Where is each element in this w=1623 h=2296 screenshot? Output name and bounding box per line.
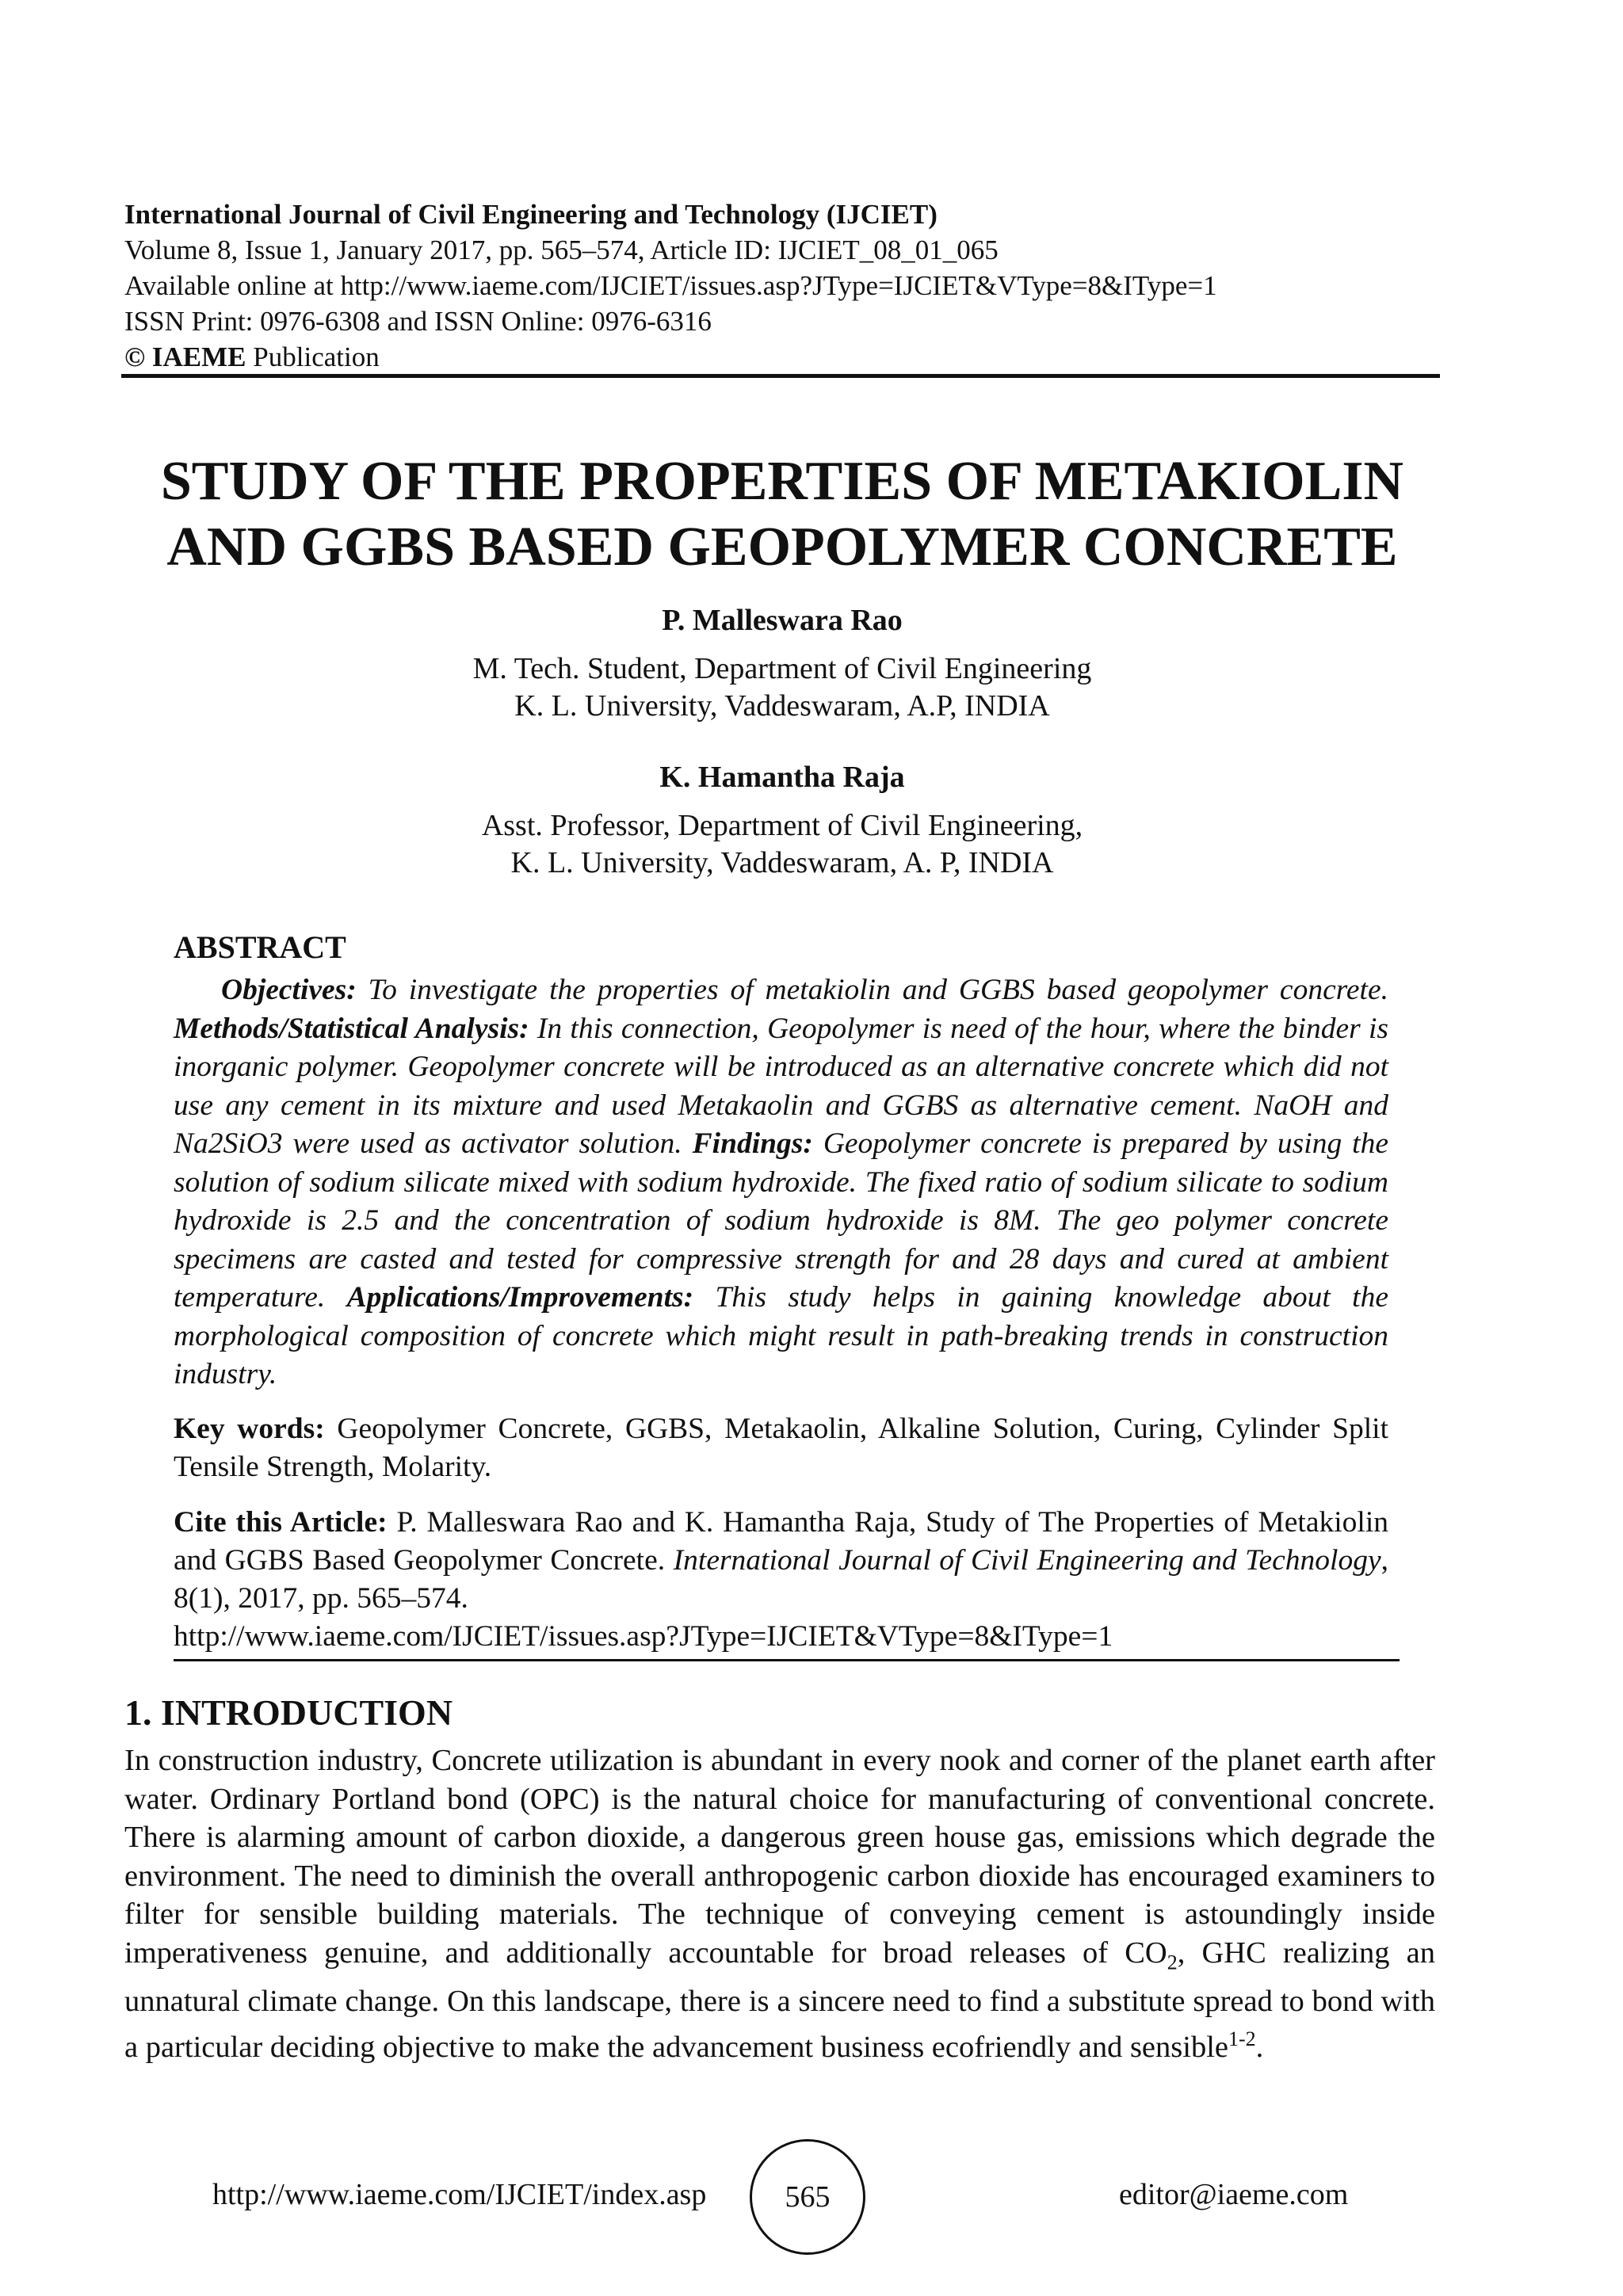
footer-url: http://www.iaeme.com/IJCIET/index.asp: [212, 2178, 707, 2211]
applications-text: This study helps in gaining knowledge about the morphological composition of concrete which might result in path-breaking trends in construction industry.: [174, 1281, 1388, 1390]
author-affiliation: K. L. University, Vaddeswaram, A.P, INDIA: [514, 689, 1050, 723]
publisher-line: [124, 339, 1440, 375]
reference-superscript: 1-2: [1228, 2027, 1256, 2051]
methods-label: Methods/Statistical Analysis:: [174, 1012, 529, 1045]
header-divider: [121, 374, 1440, 378]
co2-subscript: 2: [1167, 1951, 1178, 1974]
introduction-text: [124, 1741, 1435, 2067]
journal-name: International Journal of Civil Engineering and Technology (IJCIET): [124, 199, 938, 230]
paper-title: [124, 448, 1440, 580]
findings-label: Findings:: [692, 1127, 813, 1160]
intro-text-2: , GHC realizing an unnatural climate change. On this landscape, there is a sincere need to find a substitute spread to bond with a particular deciding objective to make the advancement business ecofriendly and sensible: [124, 1936, 1435, 2065]
title-line-1: STUDY OF THE PROPERTIES OF METAKIOLIN: [160, 451, 1404, 512]
publisher-suffix: Publication: [246, 341, 380, 372]
author-1: [124, 602, 1440, 725]
objectives-text: To investigate the properties of metakiolin and GGBS based geopolymer concrete.: [356, 974, 1388, 1006]
cite-text: P. Malleswara Rao and K. Hamantha Raja, Study of The Properties of Metakiolin and GGBS Based Geopolymer Concrete.: [174, 1506, 1388, 1577]
objectives-label: Objectives:: [221, 974, 357, 1006]
author-name: K. Hamantha Raja: [659, 761, 905, 794]
page-number: [750, 2139, 865, 2255]
author-affiliation: M. Tech. Student, Department of Civil Engineering: [472, 652, 1092, 685]
findings-text: Geopolymer concrete is prepared by using the solution of sodium silicate mixed with sodium hydroxide. The fixed ratio of sodium silicate to sodium hydroxide is 2.5 and the concentration of sodium hydroxide is 8M. The geo polymer concrete specimens are casted and tested for compressive strength for and 28 days and cured at ambient temperature.: [174, 1127, 1388, 1314]
citation-divider: [174, 1659, 1400, 1661]
cite-label: Cite this Article:: [174, 1506, 388, 1539]
cite-details: , 8(1), 2017, pp. 565–574.: [174, 1544, 1388, 1615]
publisher-mark: © IAEME: [124, 341, 246, 372]
author-2: [124, 759, 1440, 882]
keywords: [174, 1410, 1388, 1486]
page-number-text: 565: [785, 2180, 831, 2214]
cite-journal: International Journal of Civil Engineering and Technology: [673, 1544, 1381, 1577]
availability-line: Available online at http://www.iaeme.com/IJCIET/issues.asp?JType=IJCIET&VType=8&IType=1: [124, 270, 1217, 301]
author-affiliation: K. L. University, Vaddeswaram, A. P, INDIA: [510, 846, 1054, 879]
methods-text: In this connection, Geopolymer is need of the hour, where the binder is inorganic polymer. Geopolymer concrete will be introduced as an alternative concrete which did not use any cement in its mixture and used Metakaolin and GGBS as alternative cement. NaOH and Na2SiO3 were used as activator solution.: [174, 1012, 1388, 1160]
keywords-label: Key words:: [174, 1413, 325, 1445]
volume-info: Volume 8, Issue 1, January 2017, pp. 565–574, Article ID: IJCIET_08_01_065: [124, 235, 999, 265]
journal-header: [124, 196, 1440, 375]
intro-text-3: .: [1255, 2031, 1264, 2065]
title-line-2: AND GGBS BASED GEOPOLYMER CONCRETE: [166, 517, 1398, 578]
abstract-heading: ABSTRACT: [174, 929, 346, 965]
abstract-text: [174, 971, 1388, 1394]
footer-email: editor@iaeme.com: [1119, 2178, 1349, 2211]
intro-text-1: In construction industry, Concrete utilization is abundant in every nook and corner of the planet earth after water. Ordinary Portland bond (OPC) is the natural choice for manufacturing of conventional concrete. There is alarming amount of carbon dioxide, a dangerous green house gas, emissions which degrade the environment. The need to diminish the overall anthropogenic carbon dioxide has encouraged examiners to filter for sensible building materials. The technique of conveying cement is astoundingly inside imperativeness genuine, and additionally accountable for broad releases of CO: [124, 1744, 1435, 1970]
keywords-text: Geopolymer Concrete, GGBS, Metakaolin, Alkaline Solution, Curing, Cylinder Split Tensile Strength, Molarity.: [174, 1413, 1388, 1483]
cite-url: http://www.iaeme.com/IJCIET/issues.asp?JType=IJCIET&VType=8&IType=1: [174, 1620, 1113, 1653]
author-name: P. Malleswara Rao: [662, 604, 903, 637]
applications-label: Applications/Improvements:: [346, 1281, 694, 1314]
introduction-heading: 1. INTRODUCTION: [124, 1692, 453, 1733]
author-affiliation: Asst. Professor, Department of Civil Engineering,: [481, 809, 1083, 842]
issn-line: ISSN Print: 0976-6308 and ISSN Online: 0976-6316: [124, 306, 712, 337]
citation: [174, 1504, 1388, 1656]
